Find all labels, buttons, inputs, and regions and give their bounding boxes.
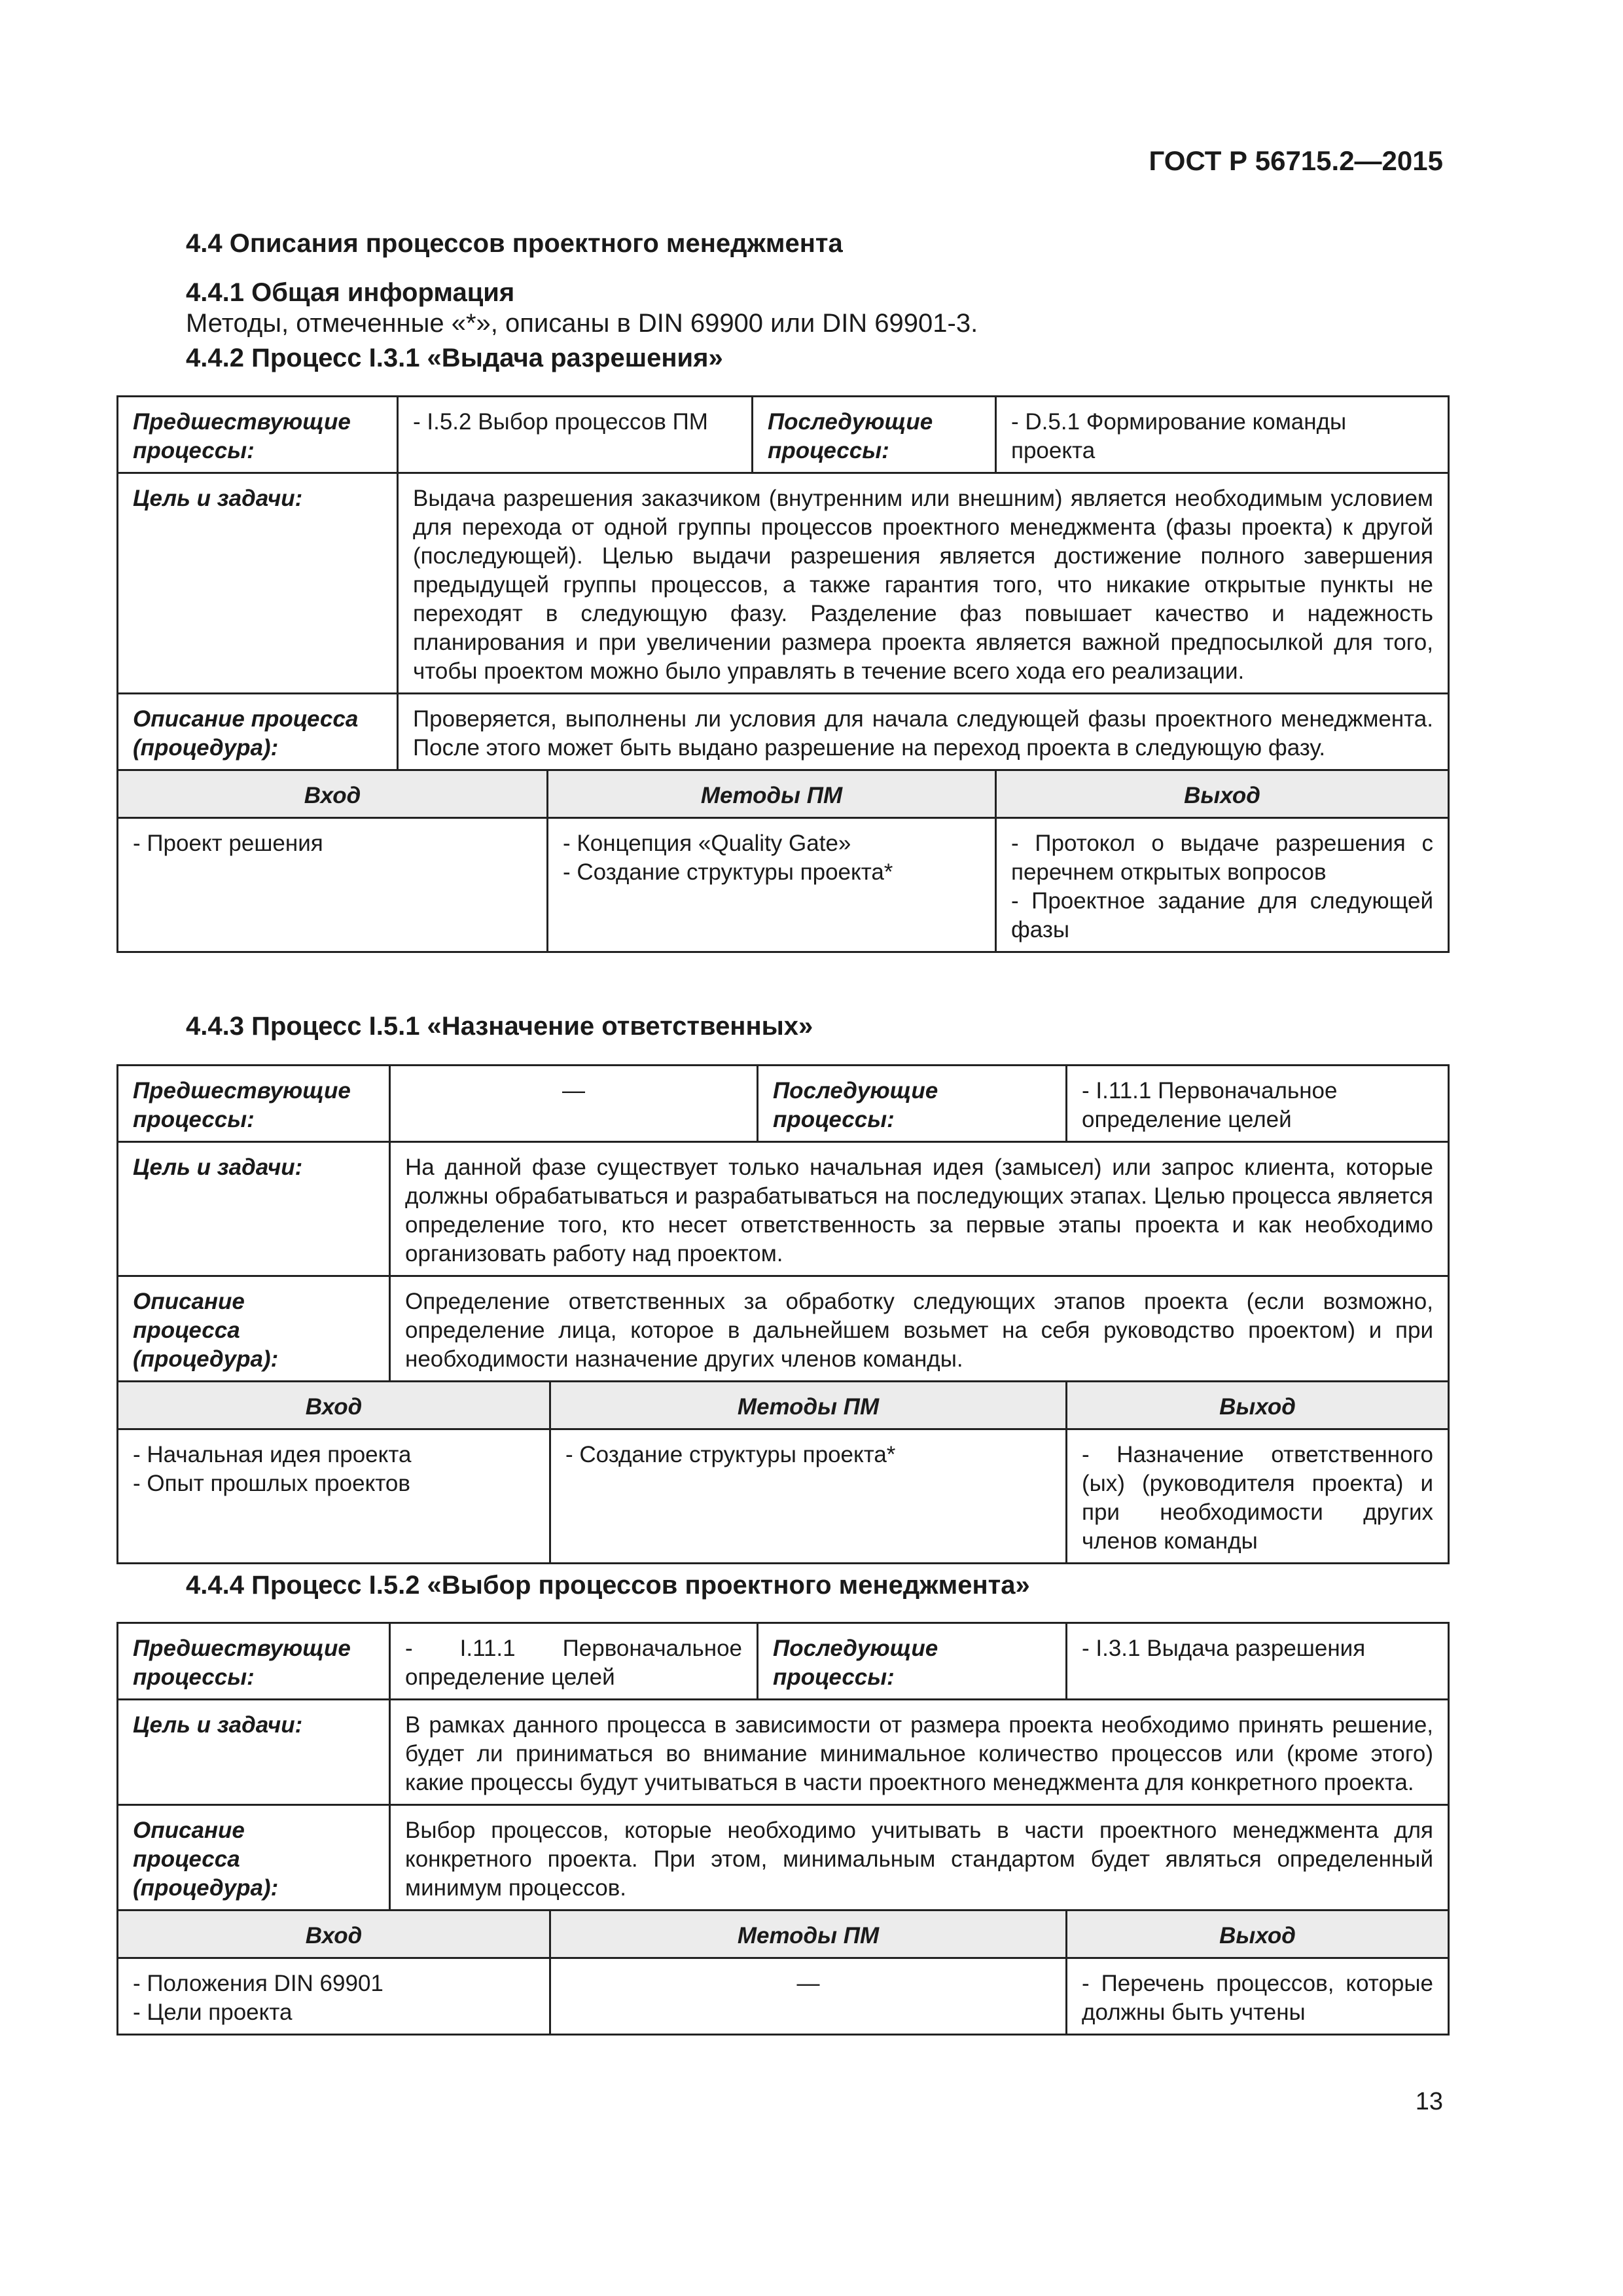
output-header: Выход (1067, 1382, 1449, 1429)
input-item: - Проект решения (133, 831, 323, 856)
description-text: Определение ответственных за обработку следующих этапов проекта (если возможно, определение лица, которое в дальнейшем возьмет на себя руководство проектом) и при необходимости назначение других членов команды. (390, 1276, 1449, 1382)
section-title: 4.4 Описания процессов проектного менеджмента (186, 229, 843, 258)
output-item: - Протокол о выдаче разрешения с перечнем открытых вопросов (1011, 831, 1433, 885)
input-item: - Начальная идея проекта (133, 1442, 412, 1467)
input-item: - Цели проекта (133, 2000, 293, 2025)
predecessors-value: — (390, 1066, 758, 1142)
input-header: Вход (118, 1382, 550, 1429)
process-1-table (116, 395, 1450, 953)
successors-value: - I.11.1 Первоначальное определение целей (1067, 1066, 1449, 1142)
input-item: - Положения DIN 69901 (133, 1971, 383, 1996)
description-text: Проверяется, выполнены ли условия для начала следующей фазы проектного менеджмента. После этого может быть выдано разрешение на переход проекта в следующую фазу. (398, 694, 1449, 770)
predecessors-label: Предшествующие процессы: (118, 397, 398, 473)
input-cell (118, 818, 548, 952)
goals-label: Цель и задачи: (118, 1700, 390, 1805)
page-number: 13 (1415, 2088, 1443, 2115)
description-label: Описание процесса (процедура): (118, 694, 398, 770)
predecessors-label: Предшествующие процессы: (118, 1066, 390, 1142)
successors-value: - I.3.1 Выдача разрешения (1067, 1623, 1449, 1700)
methods-cell (548, 818, 996, 952)
description-label: Описание процесса (процедура): (118, 1276, 390, 1382)
successors-label: Последующие процессы: (758, 1623, 1067, 1700)
goals-text: Выдача разрешения заказчиком (внутренним или внешним) является необходимым условием для перехода от одной группы процессов проектного менеджмента (фазы проекта) к другой (последующей). Целью выдачи разрешения является достижение полного завершения предыдущей группы процессов, а также гарантия того, что никакие открытые пункты не переходят в следующую фазу. Разделение фаз повышает качество и надежность планирования и при увеличении размера проекта является важной предпосылкой для того, чтобы проектом можно было управлять в течение всего хода его реализации. (398, 473, 1449, 694)
method-item: - Создание структуры проекта* (563, 859, 893, 885)
description-text: Выбор процессов, которые необходимо учитывать в части проектного менеджмента для конкретного проекта. При этом, минимальным стандартом будет являться определенный минимум процессов. (390, 1805, 1449, 1910)
predecessors-value: - I.5.2 Выбор процессов ПМ (398, 397, 753, 473)
general-text: Методы, отмеченные «*», описаны в DIN 69900 или DIN 69901-3. (186, 309, 978, 338)
methods-cell (550, 1958, 1067, 2035)
goals-text: В рамках данного процесса в зависимости от размера проекта необходимо принять решение, будет ли приниматься во внимание минимальное количество процессов или (кроме этого) какие процессы будут учитываться в части проектного менеджмента для конкретного проекта. (390, 1700, 1449, 1805)
output-cell (996, 818, 1449, 952)
method-item: - Создание структуры проекта* (565, 1442, 896, 1467)
input-header: Вход (118, 770, 548, 818)
methods-header: Методы ПМ (550, 1910, 1067, 1958)
successors-value: - D.5.1 Формирование команды проекта (996, 397, 1449, 473)
process-1-title: 4.4.2 Процесс I.3.1 «Выдача разрешения» (186, 344, 723, 372)
methods-cell (550, 1429, 1067, 1564)
output-header: Выход (1067, 1910, 1449, 1958)
output-item: - Проектное задание для следующей фазы (1011, 888, 1433, 942)
input-cell (118, 1429, 550, 1564)
predecessors-label: Предшествующие процессы: (118, 1623, 390, 1700)
input-header: Вход (118, 1910, 550, 1958)
process-2-table (116, 1064, 1450, 1564)
goals-label: Цель и задачи: (118, 1142, 390, 1276)
output-header: Выход (996, 770, 1449, 818)
successors-label: Последующие процессы: (758, 1066, 1067, 1142)
goals-text: На данной фазе существует только начальная идея (замысел) или запрос клиента, которые должны обрабатываться и разрабатываться на последующих этапах. Целью процесса является определение того, кто несет ответственность за первые этапы проекта и как необходимо организовать работу над проектом. (390, 1142, 1449, 1276)
input-item: - Опыт прошлых проектов (133, 1471, 410, 1496)
output-item: - Перечень процессов, которые должны быть учтены (1082, 1971, 1434, 2025)
output-cell (1067, 1958, 1449, 2035)
methods-header: Методы ПМ (548, 770, 996, 818)
process-2-title: 4.4.3 Процесс I.5.1 «Назначение ответственных» (186, 1012, 813, 1041)
successors-label: Последующие процессы: (753, 397, 996, 473)
description-label: Описание процесса (процедура): (118, 1805, 390, 1910)
goals-label: Цель и задачи: (118, 473, 398, 694)
methods-header: Методы ПМ (550, 1382, 1067, 1429)
standard-code: ГОСТ Р 56715.2—2015 (1149, 145, 1443, 176)
subsection-general-title: 4.4.1 Общая информация (186, 278, 515, 307)
output-cell (1067, 1429, 1449, 1564)
method-item: — (796, 1971, 820, 1996)
output-item: - Назначение ответственного (ых) (руководителя проекта) и при необходимости других членов команды (1082, 1442, 1433, 1554)
input-cell (118, 1958, 550, 2035)
predecessors-value: - I.11.1 Первоначальное определение целей (390, 1623, 758, 1700)
process-3-title: 4.4.4 Процесс I.5.2 «Выбор процессов проектного менеджмента» (186, 1571, 1030, 1600)
method-item: - Концепция «Quality Gate» (563, 831, 851, 856)
process-3-table (116, 1622, 1450, 2036)
